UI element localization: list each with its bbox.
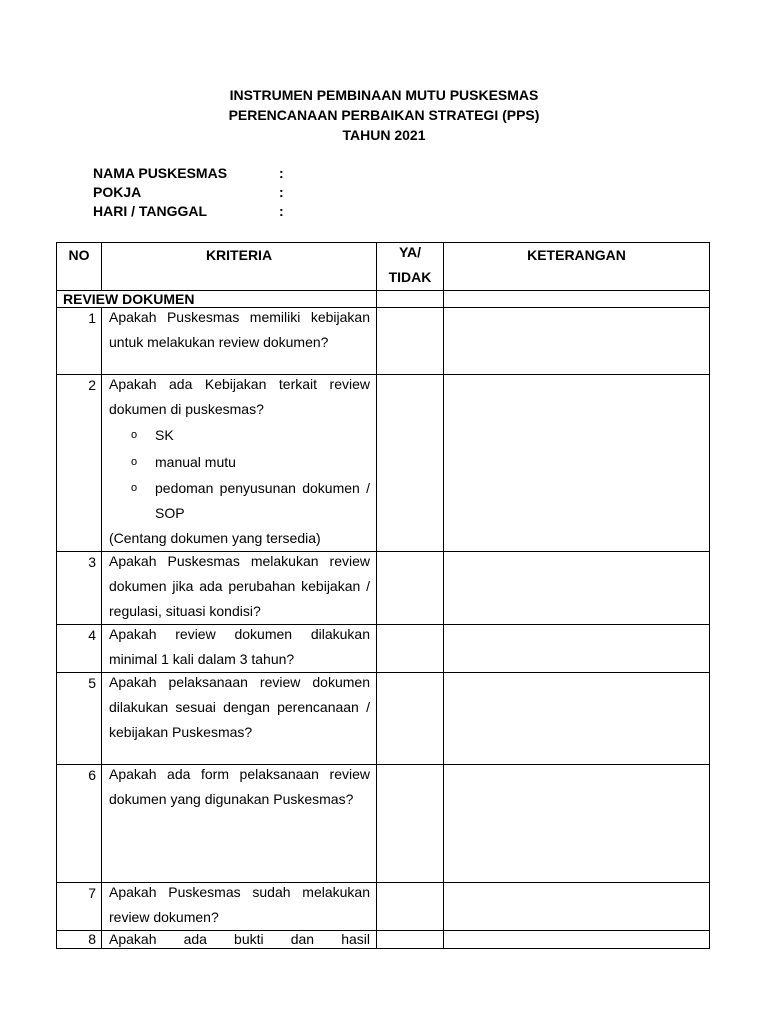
criteria-cell <box>102 931 377 949</box>
criteria-cell <box>102 673 377 765</box>
table-row <box>57 931 710 949</box>
doc-title-line3: TAHUN 2021 <box>342 127 426 143</box>
field-colon: : <box>279 165 284 181</box>
criteria-text: Apakah ada bukti dan hasil <box>109 931 370 947</box>
row-number: 4 <box>57 625 102 673</box>
doc-title-line2: PERENCANAAN PERBAIKAN STRATEGI (PPS) <box>228 107 540 123</box>
bullet-icon: o <box>131 482 138 494</box>
header-tidak-label: TIDAK <box>388 269 432 285</box>
criteria-cell <box>102 625 377 673</box>
answer-cell[interactable] <box>377 552 444 625</box>
field-colon: : <box>279 184 284 200</box>
criteria-cell <box>102 308 377 375</box>
note-cell[interactable] <box>444 765 710 883</box>
list-item <box>109 449 370 476</box>
field-hari-tanggal <box>93 203 284 219</box>
answer-cell[interactable] <box>377 673 444 765</box>
instruction-note: (Centang dokumen yang tersedia) <box>109 530 321 546</box>
row-number: 2 <box>57 375 102 552</box>
option-label: SK <box>155 427 174 443</box>
field-label: HARI / TANGGAL <box>93 203 208 219</box>
note-cell[interactable] <box>444 375 710 552</box>
header-ya-tidak <box>377 243 444 291</box>
doc-title-line1: INSTRUMEN PEMBINAAN MUTU PUSKESMAS <box>229 87 539 103</box>
answer-cell[interactable] <box>377 883 444 931</box>
criteria-text: Apakah Puskesmas memiliki kebijakan untuk melakukan review dokumen? <box>109 309 370 350</box>
criteria-table <box>56 242 710 949</box>
note-cell[interactable] <box>444 625 710 673</box>
criteria-text: Apakah ada form pelaksanaan review dokumen yang digunakan Puskesmas? <box>109 766 370 807</box>
row-number: 8 <box>57 931 102 949</box>
table-row <box>57 625 710 673</box>
answer-cell[interactable] <box>377 308 444 375</box>
note-cell[interactable] <box>444 673 710 765</box>
list-item <box>109 476 370 526</box>
row-number: 5 <box>57 673 102 765</box>
note-cell[interactable] <box>444 552 710 625</box>
bullet-icon: o <box>131 456 138 468</box>
note-cell[interactable] <box>444 931 710 949</box>
criteria-cell <box>102 883 377 931</box>
section-label: REVIEW DOKUMEN <box>57 291 377 308</box>
table-row <box>57 883 710 931</box>
criteria-cell <box>102 552 377 625</box>
criteria-text: Apakah Puskesmas sudah melakukan review dokumen? <box>109 884 370 925</box>
criteria-text: Apakah review dokumen dilakukan minimal 1 kali dalam 3 tahun? <box>109 626 370 667</box>
note-cell[interactable] <box>444 291 710 308</box>
row-number: 3 <box>57 552 102 625</box>
criteria-cell <box>102 375 377 552</box>
field-nama-puskesmas <box>93 165 284 181</box>
field-label: POKJA <box>93 184 142 200</box>
row-number: 7 <box>57 883 102 931</box>
criteria-cell <box>102 765 377 883</box>
note-cell[interactable] <box>444 883 710 931</box>
criteria-text: Apakah pelaksanaan review dokumen dilakukan sesuai dengan perencanaan / kebijakan Puskesmas? <box>109 674 370 740</box>
field-pokja <box>93 184 284 200</box>
option-list <box>109 422 370 526</box>
header-kriteria <box>102 243 377 291</box>
answer-cell[interactable] <box>377 375 444 552</box>
header-keterangan <box>444 243 710 291</box>
row-number: 1 <box>57 308 102 375</box>
header-keterangan-label: KETERANGAN <box>527 247 626 263</box>
answer-cell[interactable] <box>377 291 444 308</box>
list-item <box>109 422 370 449</box>
field-label: NAMA PUSKESMAS <box>93 165 228 181</box>
header-kriteria-label: KRITERIA <box>205 247 273 263</box>
header-no-label: NO <box>68 247 90 263</box>
option-label: manual mutu <box>155 454 236 470</box>
table-row <box>57 673 710 765</box>
table-row <box>57 308 710 375</box>
option-label: pedoman penyusunan dokumen / SOP <box>155 480 370 521</box>
field-colon: : <box>279 203 284 219</box>
table-row <box>57 375 710 552</box>
answer-cell[interactable] <box>377 625 444 673</box>
table-row <box>57 765 710 883</box>
answer-cell[interactable] <box>377 765 444 883</box>
table-header-row <box>57 243 710 291</box>
bullet-icon: o <box>131 429 138 441</box>
header-no <box>57 243 102 291</box>
table-row <box>57 552 710 625</box>
answer-cell[interactable] <box>377 931 444 949</box>
criteria-text: Apakah Puskesmas melakukan review dokumen jika ada perubahan kebijakan / regulasi, situasi kondisi? <box>109 553 370 619</box>
criteria-text: Apakah ada Kebijakan terkait review dokumen di puskesmas? <box>109 376 370 417</box>
header-ya-label: YA/ <box>398 244 422 260</box>
row-number: 6 <box>57 765 102 883</box>
note-cell[interactable] <box>444 308 710 375</box>
